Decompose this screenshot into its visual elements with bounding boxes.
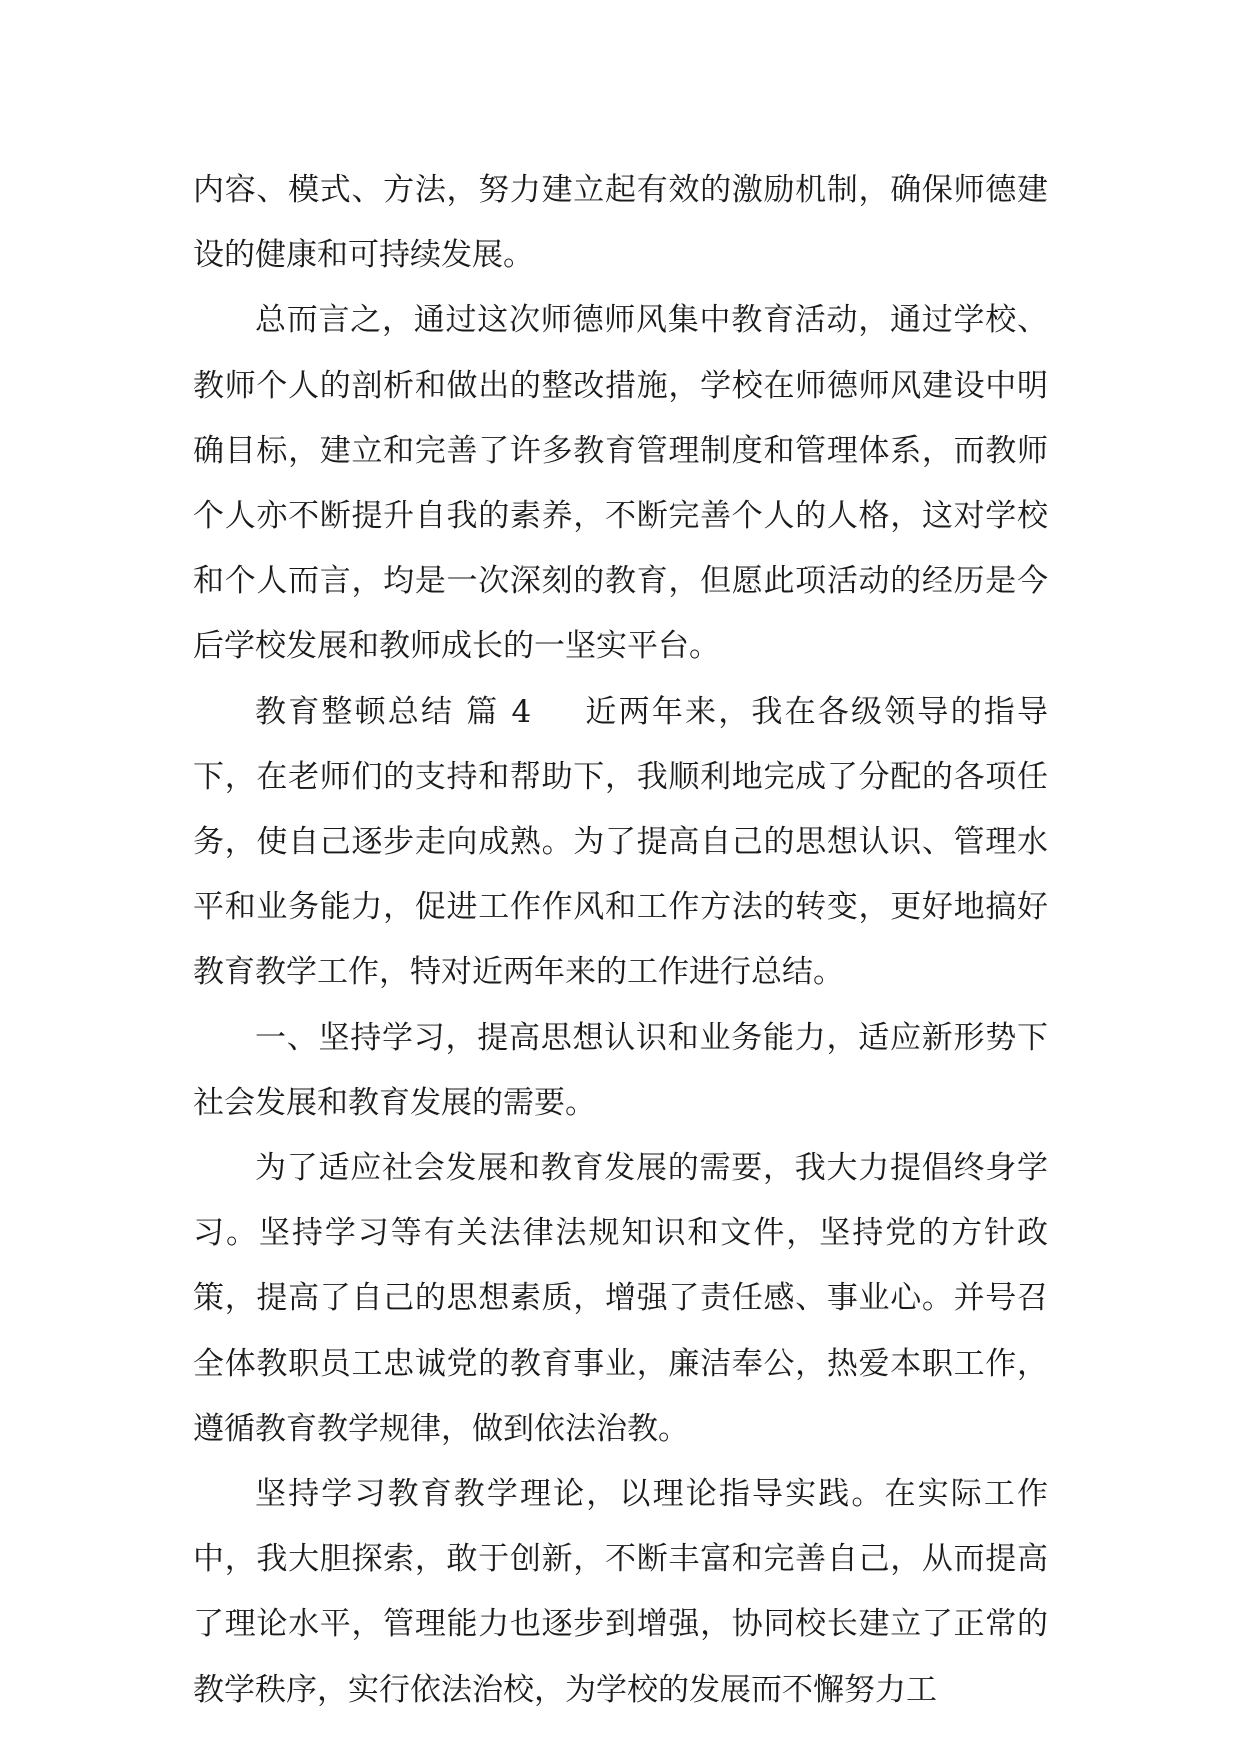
section-paragraph bbox=[193, 680, 1048, 1006]
paragraph-summary: 总而言之，通过这次师德师风集中教育活动，通过学校、教师个人的剖析和做出的整改措施，学校在师德师风建设中明确目标，建立和完善了许多教育管理制度和管理体系，而教师个人亦不断提升自我的素养，不断完善个人的人格，这对学校和个人而言，均是一次深刻的教育，但愿此项活动的经历是今后学校发展和教师成长的一坚实平台。 bbox=[193, 302, 1048, 665]
paragraph-theory-practice: 坚持学习教育教学理论，以理论指导实践。在实际工作中，我大胆探索，敢于创新，不断丰富和完善自己，从而提高了理论水平，管理能力也逐步到增强，协同校长建立了正常的教学秩序，实行依法治校，为学校的发展而不懈努力工 bbox=[193, 1476, 1048, 1708]
document-body bbox=[193, 158, 1048, 1723]
paragraph-continuation: 内容、模式、方法，努力建立起有效的激励机制，确保师德建设的健康和可持续发展。 bbox=[193, 172, 1048, 274]
section-heading: 教育整顿总结 篇 4 bbox=[255, 693, 532, 730]
section-intro-text: 近两年来，我在各级领导的指导下，在老师们的支持和帮助下，我顺利地完成了分配的各项任务，使自己逐步走向成熟。为了提高自己的思想认识、管理水平和业务能力，促进工作作风和工作方法的转变，更好地搞好教育教学工作，特对近两年来的工作进行总结。 bbox=[193, 693, 1048, 991]
paragraph-point-one: 一、坚持学习，提高思想认识和业务能力，适应新形势下社会发展和教育发展的需要。 bbox=[193, 1019, 1048, 1121]
paragraph-lifelong-learning: 为了适应社会发展和教育发展的需要，我大力提倡终身学习。坚持学习等有关法律法规知识和文件，坚持党的方针政策，提高了自己的思想素质，增强了责任感、事业心。并号召全体教职员工忠诚党的教育事业，廉洁奉公，热爱本职工作，遵循教育教学规律，做到依法治教。 bbox=[193, 1150, 1048, 1447]
